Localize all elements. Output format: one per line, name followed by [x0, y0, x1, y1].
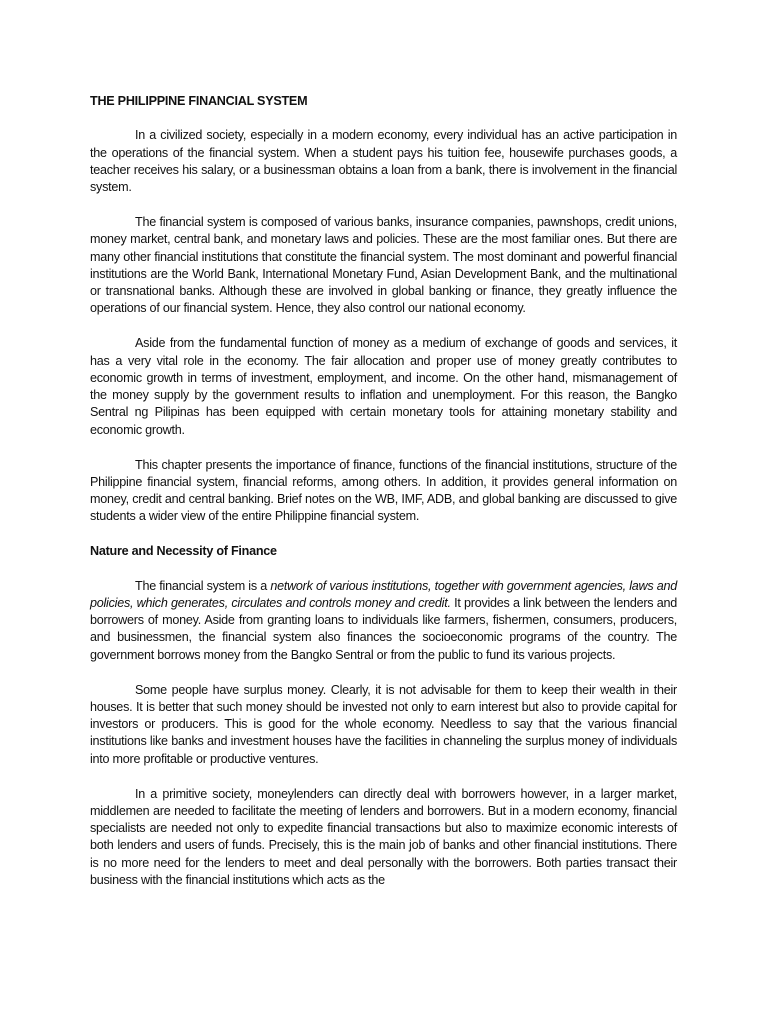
definition-lead-text: The financial system is a — [135, 578, 271, 593]
intro-paragraph-3: Aside from the fundamental function of money as a medium of exchange of goods and services, it has a very vital role in the economy. The fair allocation and proper use of money greatly contributes to economic growth in terms of investment, employment, and income. On the other hand, mismanagement of the money supply by the government results to inflation and unemployment. For this reason, the Bangko Sentral ng Pilipinas has been equipped with certain monetary tools for attaining monetary stability and economic growth. — [90, 336, 677, 437]
definition-paragraph — [90, 578, 677, 664]
intro-paragraph-1: In a civilized society, especially in a modern economy, every individual has an active participation in the operations of the financial system. When a student pays his tuition fee, housewife purchases goods, a teacher receives his salary, or a businessman obtains a loan from a bank, there is involvement in the financial system. — [90, 128, 677, 195]
section-paragraph-2: In a primitive society, moneylenders can directly deal with borrowers however, in a larger market, middlemen are needed to facilitate the meeting of lenders and borrowers. But in a modern economy, financial specialists are needed not only to expedite financial transactions but also to maximize economic interests of both lenders and users of funds. Precisely, this is the main job of banks and other financial institutions. There is no more need for the lenders to meet and deal personally with the borrowers. Both parties transact their business with the financial institutions which acts as the — [90, 786, 677, 887]
document-title: THE PHILIPPINE FINANCIAL SYSTEM — [90, 94, 308, 108]
intro-paragraph-2: The financial system is composed of various banks, insurance companies, pawnshops, credit unions, money market, central bank, and monetary laws and policies. These are the most familiar ones. But there are many other financial institutions that constitute the financial system. The most dominant and powerful financial institutions are the World Bank, International Monetary Fund, Asian Development Bank, and the multinational or transnational banks. Although these are involved in global banking or finance, they greatly influence the operations of our financial system. Hence, they also control our national economy. — [90, 214, 677, 316]
definition-italic-text: network of various institutions, together with government agencies, laws and policies, which generates, circulates and controls money and credit. — [90, 578, 677, 610]
section-paragraph-1: Some people have surplus money. Clearly, it is not advisable for them to keep their wealth in their houses. It is better that such money should be invested not only to earn interest but also to provide capital for investors or producers. This is good for the whole economy. Needless to say that the various financial institutions like banks and investment houses have the facilities in channeling the surplus money of individuals into more profitable or productive ventures. — [90, 682, 677, 766]
section-heading: Nature and Necessity of Finance — [90, 544, 277, 559]
document-body — [90, 93, 677, 889]
intro-paragraph-4: This chapter presents the importance of finance, functions of the financial institutions, structure of the Philippine financial system, financial reforms, among others. In addition, it provides general information on money, credit and central banking. Brief notes on the WB, IMF, ADB, and global banking are discussed to give students a wider view of the entire Philippine financial system. — [90, 457, 677, 524]
definition-tail-text: It provides a link between the lenders and borrowers of money. Aside from granting loans to individuals like farmers, fishermen, consumers, producers, and businessmen, the financial system also finances the socioeconomic programs of the country. The government borrows money from the Bangko Sentral or from the public to fund its various projects. — [90, 595, 678, 662]
